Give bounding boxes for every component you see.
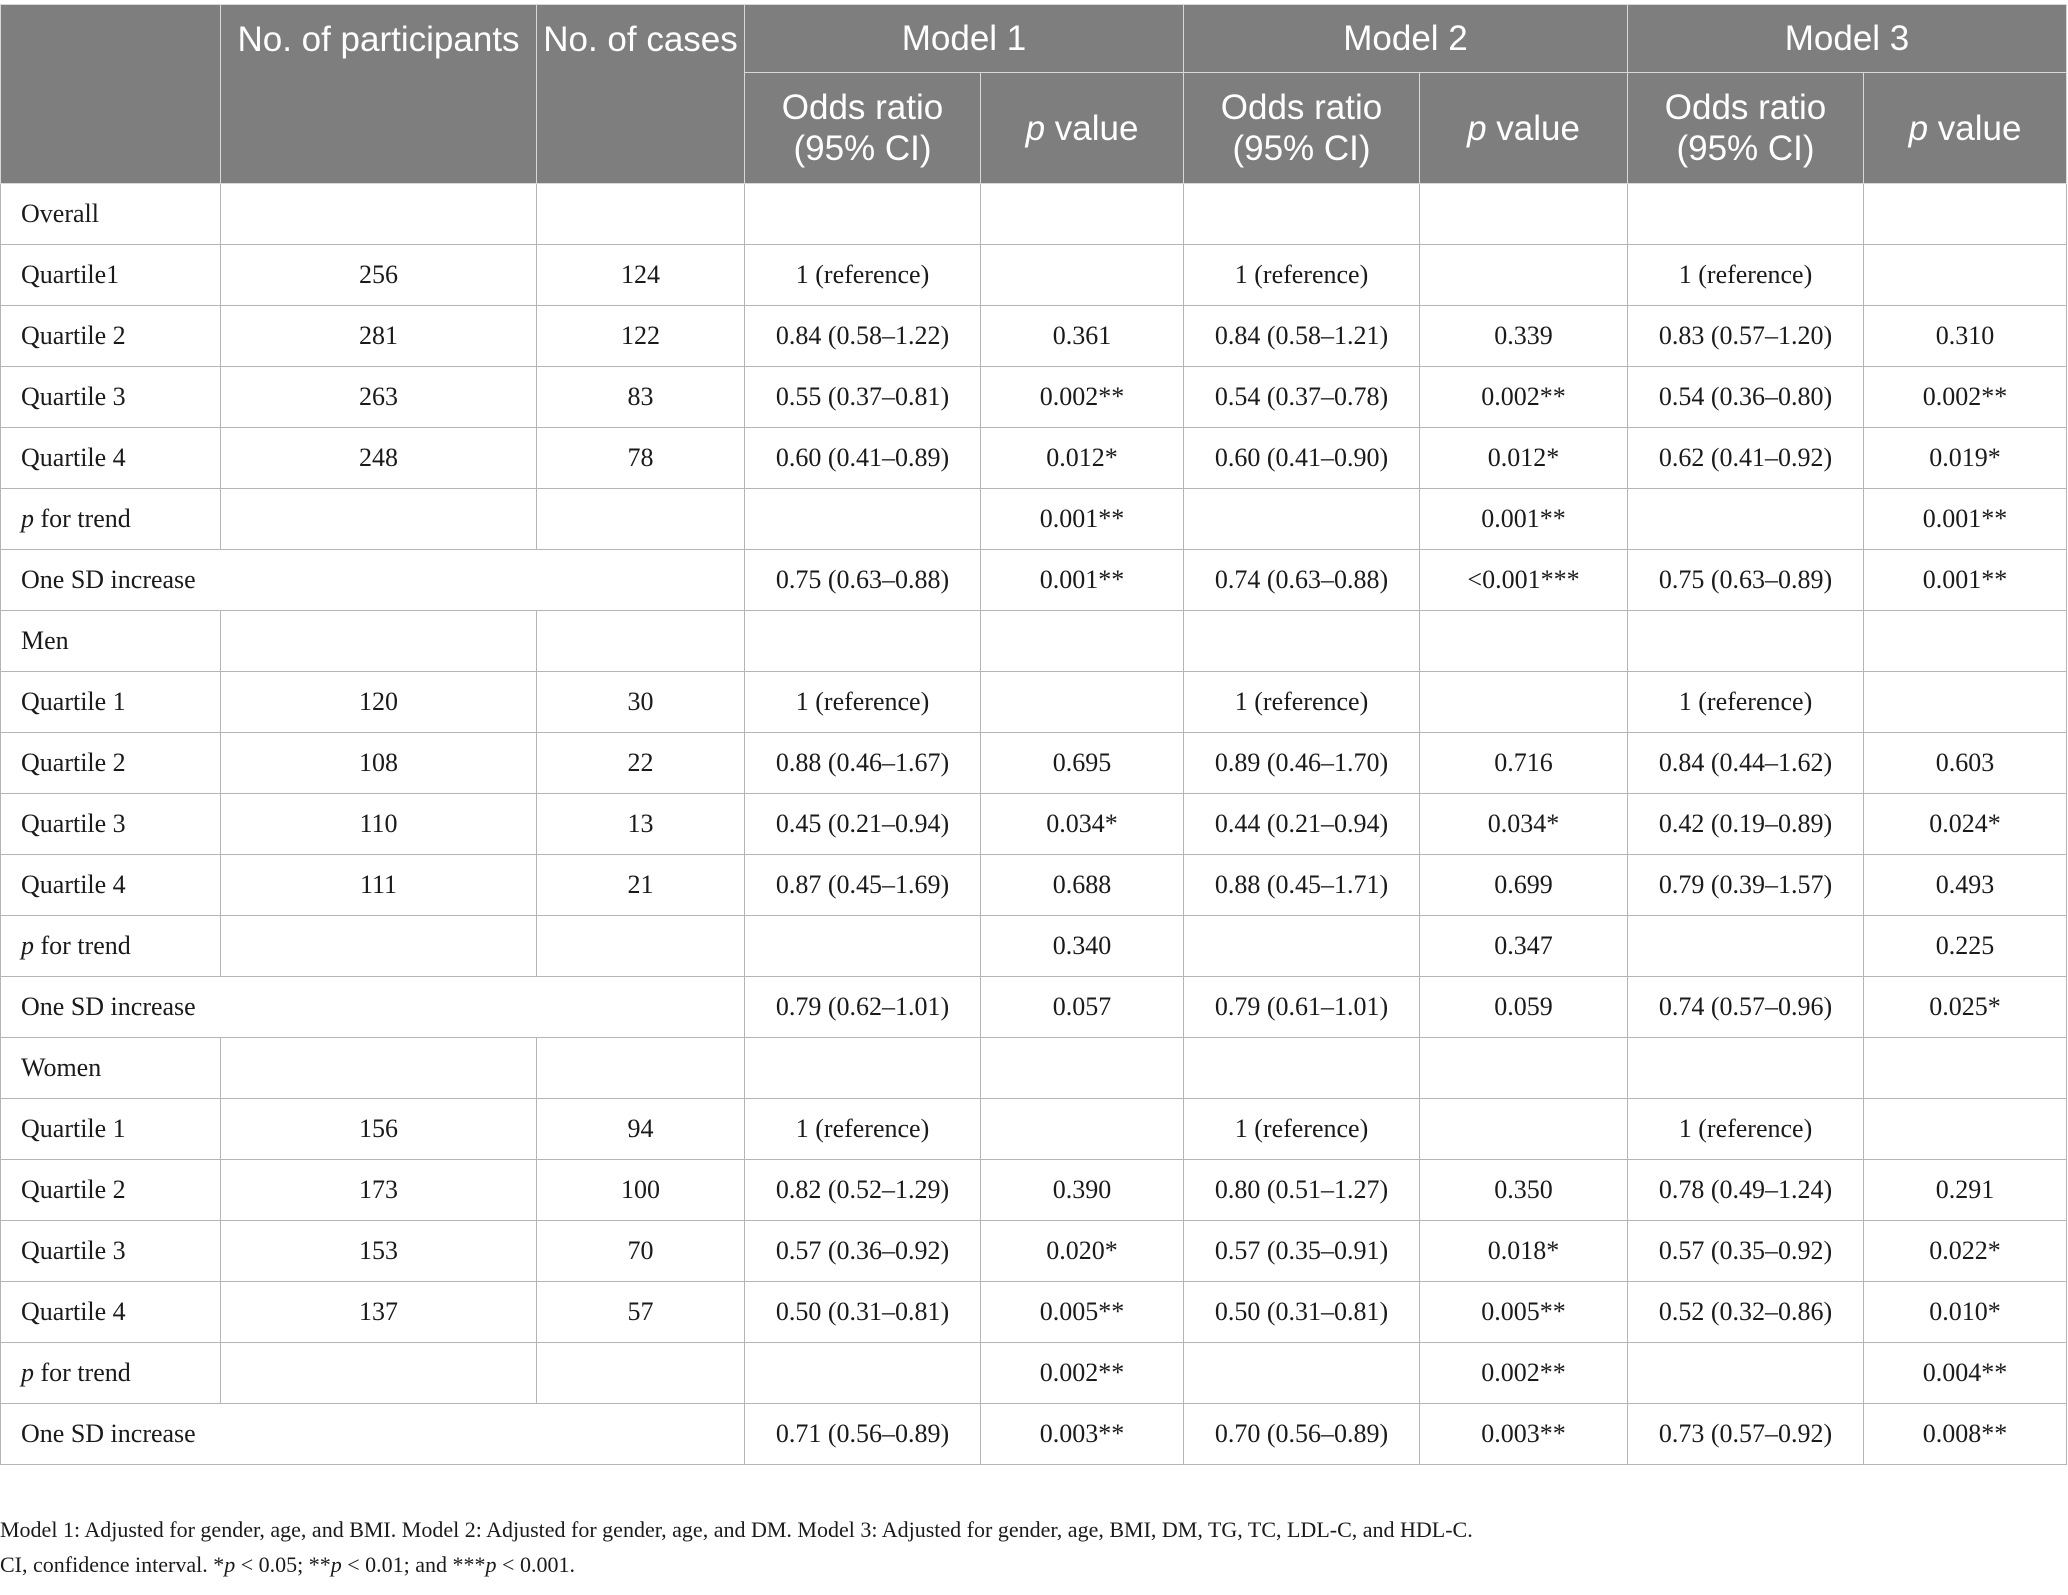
empty-cell: [221, 184, 537, 245]
empty-cell: [221, 489, 537, 550]
p-value-cell: [1864, 245, 2067, 306]
p-value-cell: [981, 1099, 1184, 1160]
section-row: [1, 184, 2067, 245]
cases-cell: 70: [537, 1221, 745, 1282]
empty-cell: [1628, 1038, 1864, 1099]
footnote-fragment: < 0.05; **: [235, 1552, 331, 1577]
odds-ratio-cell: 0.82 (0.52–1.29): [745, 1160, 981, 1221]
table-row: [1, 1099, 2067, 1160]
p-value-cell: 0.008**: [1864, 1404, 2067, 1465]
empty-cell: [1628, 1343, 1864, 1404]
odds-ratio-cell: 0.50 (0.31–0.81): [1184, 1282, 1420, 1343]
odds-ratio-cell: 0.79 (0.61–1.01): [1184, 977, 1420, 1038]
p-value-cell: 0.020*: [981, 1221, 1184, 1282]
p-value-cell: 0.005**: [981, 1282, 1184, 1343]
p-value-cell: [1420, 1099, 1628, 1160]
row-label: [1, 1343, 221, 1404]
odds-ratio-cell: 1 (reference): [1628, 672, 1864, 733]
empty-cell: [1184, 916, 1420, 977]
empty-cell: [1864, 611, 2067, 672]
row-label: Quartile 3: [1, 1221, 221, 1282]
empty-cell: [981, 1038, 1184, 1099]
empty-cell: [1628, 489, 1864, 550]
header-cases: No. of cases: [537, 5, 745, 184]
header-model-2: Model 2: [1184, 5, 1628, 73]
cases-cell: 100: [537, 1160, 745, 1221]
odds-ratio-cell: 0.71 (0.56–0.89): [745, 1404, 981, 1465]
odds-ratio-cell: 0.74 (0.57–0.96): [1628, 977, 1864, 1038]
odds-ratio-cell: 0.75 (0.63–0.88): [745, 550, 981, 611]
empty-cell: [745, 489, 981, 550]
odds-ratio-cell: 1 (reference): [1184, 672, 1420, 733]
header-odds-ratio: Odds ratio (95% CI): [745, 73, 981, 184]
p-value-cell: 0.057: [981, 977, 1184, 1038]
section-row: [1, 611, 2067, 672]
p-value-cell: 0.361: [981, 306, 1184, 367]
p-value-cell: 0.022*: [1864, 1221, 2067, 1282]
row-label: [1, 916, 221, 977]
row-label: One SD increase: [1, 550, 745, 611]
p-value-cell: [1864, 1099, 2067, 1160]
sd-row: [1, 1404, 2067, 1465]
empty-cell: [1628, 916, 1864, 977]
p-value-cell: 0.716: [1420, 733, 1628, 794]
odds-ratio-cell: 0.50 (0.31–0.81): [745, 1282, 981, 1343]
participants-cell: 120: [221, 672, 537, 733]
row-label: One SD increase: [1, 977, 745, 1038]
odds-ratio-cell: 1 (reference): [1628, 245, 1864, 306]
trend-label-rest: for trend: [34, 1358, 131, 1387]
odds-ratio-cell: 0.80 (0.51–1.27): [1184, 1160, 1420, 1221]
p-value-cell: 0.019*: [1864, 428, 2067, 489]
odds-ratio-cell: 0.87 (0.45–1.69): [745, 855, 981, 916]
p-value-cell: 0.018*: [1420, 1221, 1628, 1282]
odds-ratio-cell: 0.60 (0.41–0.90): [1184, 428, 1420, 489]
p-value-cell: 0.059: [1420, 977, 1628, 1038]
empty-cell: [537, 916, 745, 977]
header-row-models: [1, 5, 2067, 73]
footnote-fragment: < 0.01; and ***: [341, 1552, 486, 1577]
p-value-cell: 0.688: [981, 855, 1184, 916]
p-value-cell: [1864, 672, 2067, 733]
empty-cell: [1184, 611, 1420, 672]
participants-cell: 263: [221, 367, 537, 428]
p-value-cell: 0.003**: [981, 1404, 1184, 1465]
row-label: Quartile 4: [1, 428, 221, 489]
odds-ratio-cell: 0.83 (0.57–1.20): [1628, 306, 1864, 367]
participants-cell: 281: [221, 306, 537, 367]
p-value-cell: [1420, 245, 1628, 306]
cases-cell: 22: [537, 733, 745, 794]
row-label: Quartile 2: [1, 733, 221, 794]
odds-ratio-cell: 1 (reference): [1628, 1099, 1864, 1160]
p-value-cell: 0.034*: [981, 794, 1184, 855]
empty-cell: [1420, 1038, 1628, 1099]
p-value-cell: 0.004**: [1864, 1343, 2067, 1404]
p-value-cell: [981, 245, 1184, 306]
p-value-cell: 0.390: [981, 1160, 1184, 1221]
cases-cell: 83: [537, 367, 745, 428]
odds-ratio-cell: 1 (reference): [1184, 1099, 1420, 1160]
p-value-cell: 0.002**: [1864, 367, 2067, 428]
row-label: Quartile 3: [1, 367, 221, 428]
cases-cell: 78: [537, 428, 745, 489]
header-participants: No. of participants: [221, 5, 537, 184]
header-p-value: [1864, 73, 2067, 184]
p-value-cell: 0.001**: [1420, 489, 1628, 550]
p-value-cell: [1420, 672, 1628, 733]
empty-cell: [981, 611, 1184, 672]
empty-cell: [745, 1038, 981, 1099]
header-p-italic: p: [1908, 108, 1929, 148]
row-label: [1, 489, 221, 550]
table-row: [1, 1160, 2067, 1221]
odds-ratio-cell: 0.60 (0.41–0.89): [745, 428, 981, 489]
footnote-models: Model 1: Adjusted for gender, age, and BMI. Model 2: Adjusted for gender, age, and DM. Model 3: Adjusted for gender, age, BMI, DM, TG, TC, LDL-C, and HDL-C.: [0, 1517, 1473, 1542]
p-value-cell: 0.002**: [1420, 1343, 1628, 1404]
row-label: Quartile 4: [1, 855, 221, 916]
odds-ratio-cell: 0.42 (0.19–0.89): [1628, 794, 1864, 855]
empty-cell: [221, 1343, 537, 1404]
participants-cell: 256: [221, 245, 537, 306]
p-value-cell: 0.012*: [981, 428, 1184, 489]
odds-ratio-cell: 0.73 (0.57–0.92): [1628, 1404, 1864, 1465]
empty-cell: [1184, 1038, 1420, 1099]
header-p-italic: p: [1025, 108, 1046, 148]
row-label: Quartile 3: [1, 794, 221, 855]
participants-cell: 156: [221, 1099, 537, 1160]
p-value-cell: 0.699: [1420, 855, 1628, 916]
section-label: Overall: [1, 184, 221, 245]
odds-ratio-cell: 0.88 (0.45–1.71): [1184, 855, 1420, 916]
p-value-cell: 0.002**: [1420, 367, 1628, 428]
header-model-1: Model 1: [745, 5, 1184, 73]
empty-cell: [537, 611, 745, 672]
participants-cell: 111: [221, 855, 537, 916]
trend-label-italic: p: [21, 931, 34, 960]
p-value-cell: 0.493: [1864, 855, 2067, 916]
odds-ratio-cell: 0.84 (0.44–1.62): [1628, 733, 1864, 794]
empty-cell: [221, 1038, 537, 1099]
p-value-cell: 0.310: [1864, 306, 2067, 367]
cases-cell: 21: [537, 855, 745, 916]
odds-ratio-cell: 0.75 (0.63–0.89): [1628, 550, 1864, 611]
table-row: [1, 245, 2067, 306]
cases-cell: 30: [537, 672, 745, 733]
empty-cell: [1628, 184, 1864, 245]
p-value-cell: 0.002**: [981, 1343, 1184, 1404]
empty-cell: [1628, 611, 1864, 672]
p-value-cell: 0.340: [981, 916, 1184, 977]
results-table: [0, 4, 2067, 1465]
p-value-cell: 0.012*: [1420, 428, 1628, 489]
empty-cell: [745, 611, 981, 672]
odds-ratio-cell: 0.79 (0.62–1.01): [745, 977, 981, 1038]
row-label: Quartile 1: [1, 1099, 221, 1160]
empty-cell: [537, 1343, 745, 1404]
section-row: [1, 1038, 2067, 1099]
row-label: One SD increase: [1, 1404, 745, 1465]
empty-cell: [1420, 611, 1628, 672]
empty-cell: [1864, 1038, 2067, 1099]
empty-cell: [1184, 1343, 1420, 1404]
header-p-suffix: value: [1486, 108, 1580, 148]
empty-cell: [745, 1343, 981, 1404]
empty-cell: [537, 489, 745, 550]
footnote-fragment: CI, confidence interval. *: [0, 1552, 225, 1577]
participants-cell: 173: [221, 1160, 537, 1221]
odds-ratio-cell: 0.79 (0.39–1.57): [1628, 855, 1864, 916]
empty-cell: [1184, 184, 1420, 245]
odds-ratio-cell: 1 (reference): [745, 245, 981, 306]
odds-ratio-cell: 0.62 (0.41–0.92): [1628, 428, 1864, 489]
row-label: Quartile 2: [1, 1160, 221, 1221]
empty-cell: [221, 916, 537, 977]
odds-ratio-cell: 0.89 (0.46–1.70): [1184, 733, 1420, 794]
odds-ratio-cell: 0.88 (0.46–1.67): [745, 733, 981, 794]
trend-label-rest: for trend: [34, 931, 131, 960]
odds-ratio-cell: 1 (reference): [745, 1099, 981, 1160]
footnote-fragment: p: [224, 1552, 236, 1577]
table-row: [1, 367, 2067, 428]
p-value-cell: [981, 672, 1184, 733]
sd-row: [1, 977, 2067, 1038]
p-value-cell: 0.001**: [981, 489, 1184, 550]
p-value-cell: 0.003**: [1420, 1404, 1628, 1465]
table-row: [1, 672, 2067, 733]
p-value-cell: 0.010*: [1864, 1282, 2067, 1343]
p-value-cell: <0.001***: [1420, 550, 1628, 611]
empty-cell: [1420, 184, 1628, 245]
section-label: Men: [1, 611, 221, 672]
table-row: [1, 428, 2067, 489]
empty-cell: [1864, 184, 2067, 245]
participants-cell: 248: [221, 428, 537, 489]
trend-row: [1, 916, 2067, 977]
odds-ratio-cell: 0.84 (0.58–1.21): [1184, 306, 1420, 367]
header-p-value: [1420, 73, 1628, 184]
p-value-cell: 0.603: [1864, 733, 2067, 794]
table-row: [1, 855, 2067, 916]
odds-ratio-cell: 1 (reference): [1184, 245, 1420, 306]
p-value-cell: 0.291: [1864, 1160, 2067, 1221]
trend-row: [1, 1343, 2067, 1404]
trend-label-italic: p: [21, 1358, 34, 1387]
p-value-cell: 0.225: [1864, 916, 2067, 977]
row-label: Quartile1: [1, 245, 221, 306]
p-value-cell: 0.001**: [1864, 489, 2067, 550]
empty-cell: [1184, 489, 1420, 550]
p-value-cell: 0.350: [1420, 1160, 1628, 1221]
row-label: Quartile 2: [1, 306, 221, 367]
section-label: Women: [1, 1038, 221, 1099]
p-value-cell: 0.001**: [981, 550, 1184, 611]
odds-ratio-cell: 0.57 (0.35–0.91): [1184, 1221, 1420, 1282]
empty-cell: [537, 184, 745, 245]
p-value-cell: 0.347: [1420, 916, 1628, 977]
empty-cell: [745, 916, 981, 977]
header-odds-ratio: Odds ratio (95% CI): [1184, 73, 1420, 184]
p-value-cell: 0.024*: [1864, 794, 2067, 855]
empty-cell: [221, 611, 537, 672]
table-body: [1, 184, 2067, 1465]
header-p-value: [981, 73, 1184, 184]
header-model-3: Model 3: [1628, 5, 2067, 73]
p-value-cell: 0.695: [981, 733, 1184, 794]
p-value-cell: 0.001**: [1864, 550, 2067, 611]
odds-ratio-cell: 0.84 (0.58–1.22): [745, 306, 981, 367]
odds-ratio-cell: 0.54 (0.37–0.78): [1184, 367, 1420, 428]
header-p-italic: p: [1467, 108, 1487, 148]
empty-cell: [981, 184, 1184, 245]
table-row: [1, 1221, 2067, 1282]
footnote-fragment: < 0.001.: [496, 1552, 575, 1577]
empty-cell: [745, 184, 981, 245]
header-p-suffix: value: [1928, 108, 2022, 148]
participants-cell: 153: [221, 1221, 537, 1282]
odds-ratio-cell: 0.74 (0.63–0.88): [1184, 550, 1420, 611]
table-row: [1, 306, 2067, 367]
row-label: Quartile 1: [1, 672, 221, 733]
odds-ratio-cell: 0.57 (0.35–0.92): [1628, 1221, 1864, 1282]
row-label: Quartile 4: [1, 1282, 221, 1343]
cases-cell: 57: [537, 1282, 745, 1343]
table-row: [1, 1282, 2067, 1343]
footnote-significance: [0, 1547, 1473, 1582]
cases-cell: 124: [537, 245, 745, 306]
footnote-fragment: p: [330, 1552, 342, 1577]
trend-row: [1, 489, 2067, 550]
odds-ratio-cell: 0.45 (0.21–0.94): [745, 794, 981, 855]
p-value-cell: 0.002**: [981, 367, 1184, 428]
cases-cell: 13: [537, 794, 745, 855]
header-blank: [1, 5, 221, 184]
odds-ratio-cell: 0.52 (0.32–0.86): [1628, 1282, 1864, 1343]
p-value-cell: 0.034*: [1420, 794, 1628, 855]
participants-cell: 110: [221, 794, 537, 855]
header-odds-ratio: Odds ratio (95% CI): [1628, 73, 1864, 184]
p-value-cell: 0.339: [1420, 306, 1628, 367]
table-footnotes: [0, 1512, 1473, 1582]
sd-row: [1, 550, 2067, 611]
header-p-suffix: value: [1045, 108, 1139, 148]
odds-ratio-cell: 0.54 (0.36–0.80): [1628, 367, 1864, 428]
table-row: [1, 733, 2067, 794]
participants-cell: 108: [221, 733, 537, 794]
cases-cell: 122: [537, 306, 745, 367]
odds-ratio-cell: 0.70 (0.56–0.89): [1184, 1404, 1420, 1465]
odds-ratio-cell: 0.44 (0.21–0.94): [1184, 794, 1420, 855]
p-value-cell: 0.025*: [1864, 977, 2067, 1038]
odds-ratio-cell: 0.55 (0.37–0.81): [745, 367, 981, 428]
trend-label-italic: p: [21, 504, 34, 533]
p-value-cell: 0.005**: [1420, 1282, 1628, 1343]
footnote-fragment: p: [485, 1552, 497, 1577]
odds-ratio-cell: 0.57 (0.36–0.92): [745, 1221, 981, 1282]
trend-label-rest: for trend: [34, 504, 131, 533]
participants-cell: 137: [221, 1282, 537, 1343]
cases-cell: 94: [537, 1099, 745, 1160]
odds-ratio-cell: 0.78 (0.49–1.24): [1628, 1160, 1864, 1221]
odds-ratio-cell: 1 (reference): [745, 672, 981, 733]
empty-cell: [537, 1038, 745, 1099]
table-row: [1, 794, 2067, 855]
